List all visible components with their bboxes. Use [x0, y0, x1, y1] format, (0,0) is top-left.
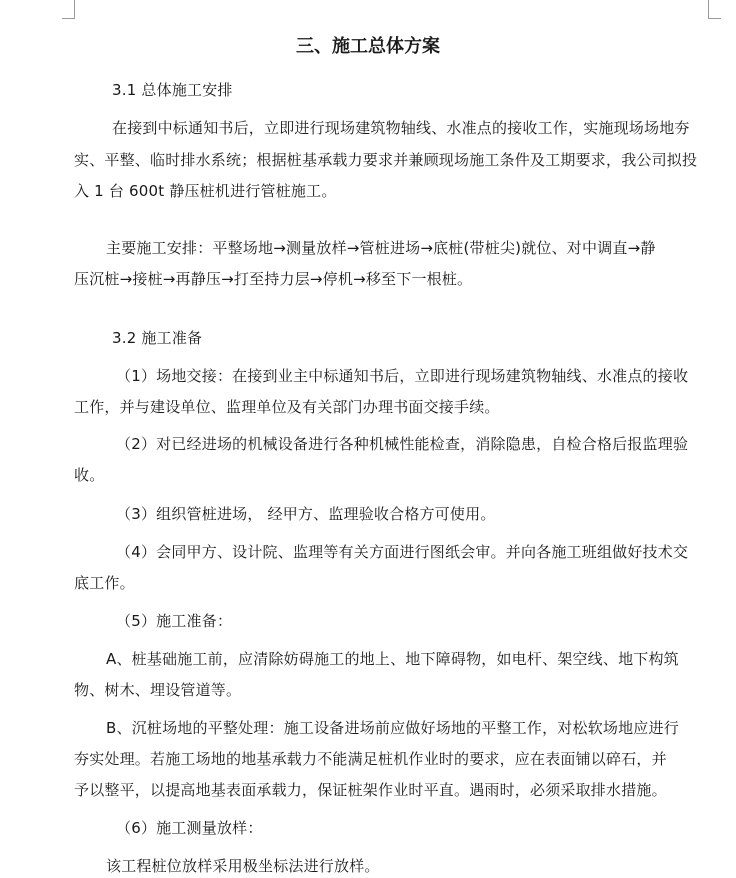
paragraph-line: （2）对已经进场的机械设备进行各种机械性能检查，消除隐患，自检合格后报监理验 [116, 435, 689, 453]
section-heading-3-2: 3.2 施工准备 [112, 329, 203, 347]
paragraph-line: 予以整平，以提高地基表面承载力，保证桩架作业时平直。遇雨时，必须采取排水措施。 [74, 781, 667, 799]
paragraph-line: 实、平整、临时排水系统；根据桩基承载力要求并兼顾现场施工条件及工期要求，我公司拟投 [74, 151, 698, 169]
paragraph-line: （1）场地交接：在接到业主中标通知书后，立即进行现场建筑物轴线、水准点的接收 [116, 367, 689, 385]
paragraph-line: 该工程桩位放样采用极坐标法进行放样。 [106, 857, 380, 875]
paragraph-line: （3）组织管桩进场， 经甲方、监理验收合格方可使用。 [116, 505, 496, 523]
section-heading-3-1: 3.1 总体施工安排 [112, 81, 233, 99]
document-title: 三、施工总体方案 [296, 36, 440, 57]
paragraph-line: （6）施工测量放样： [116, 819, 263, 837]
paragraph-line: 在接到中标通知书后，立即进行现场建筑物轴线、水准点的接收工作，实施现场场地夯 [112, 119, 690, 137]
paragraph-line: B、沉桩场地的平整处理：施工设备进场前应做好场地的平整工作，对松软场地应进行 [106, 719, 679, 737]
paragraph-line: 物、树木、埋设管道等。 [74, 681, 242, 699]
paragraph-line: 压沉桩→接桩→再静压→打至持力层→停机→移至下一根桩。 [74, 270, 473, 288]
paragraph-line: 底工作。 [74, 574, 135, 592]
paragraph-line: 夯实处理。若施工场地的地基承载力不能满足桩机作业时的要求，应在表面铺以碎石，并 [74, 750, 667, 768]
paragraph-line: 收。 [74, 466, 105, 484]
paragraph-line: 入 1 台 600t 静压桩机进行管桩施工。 [74, 182, 337, 200]
paragraph-line: A、桩基础施工前，应清除妨碍施工的地上、地下障碍物，如电杆、架空线、地下构筑 [106, 650, 679, 668]
paragraph-line: （5）施工准备： [116, 612, 233, 630]
paragraph-line: 主要施工安排：平整场地→测量放样→管桩进场→底桩(带桩尖)就位、对中调直→静 [106, 239, 656, 257]
paragraph-line: 工作，并与建设单位、监理单位及有关部门办理书面交接手续。 [74, 398, 500, 416]
paragraph-line: （4）会同甲方、设计院、监理等有关方面进行图纸会审。并向各施工班组做好技术交 [116, 543, 689, 561]
